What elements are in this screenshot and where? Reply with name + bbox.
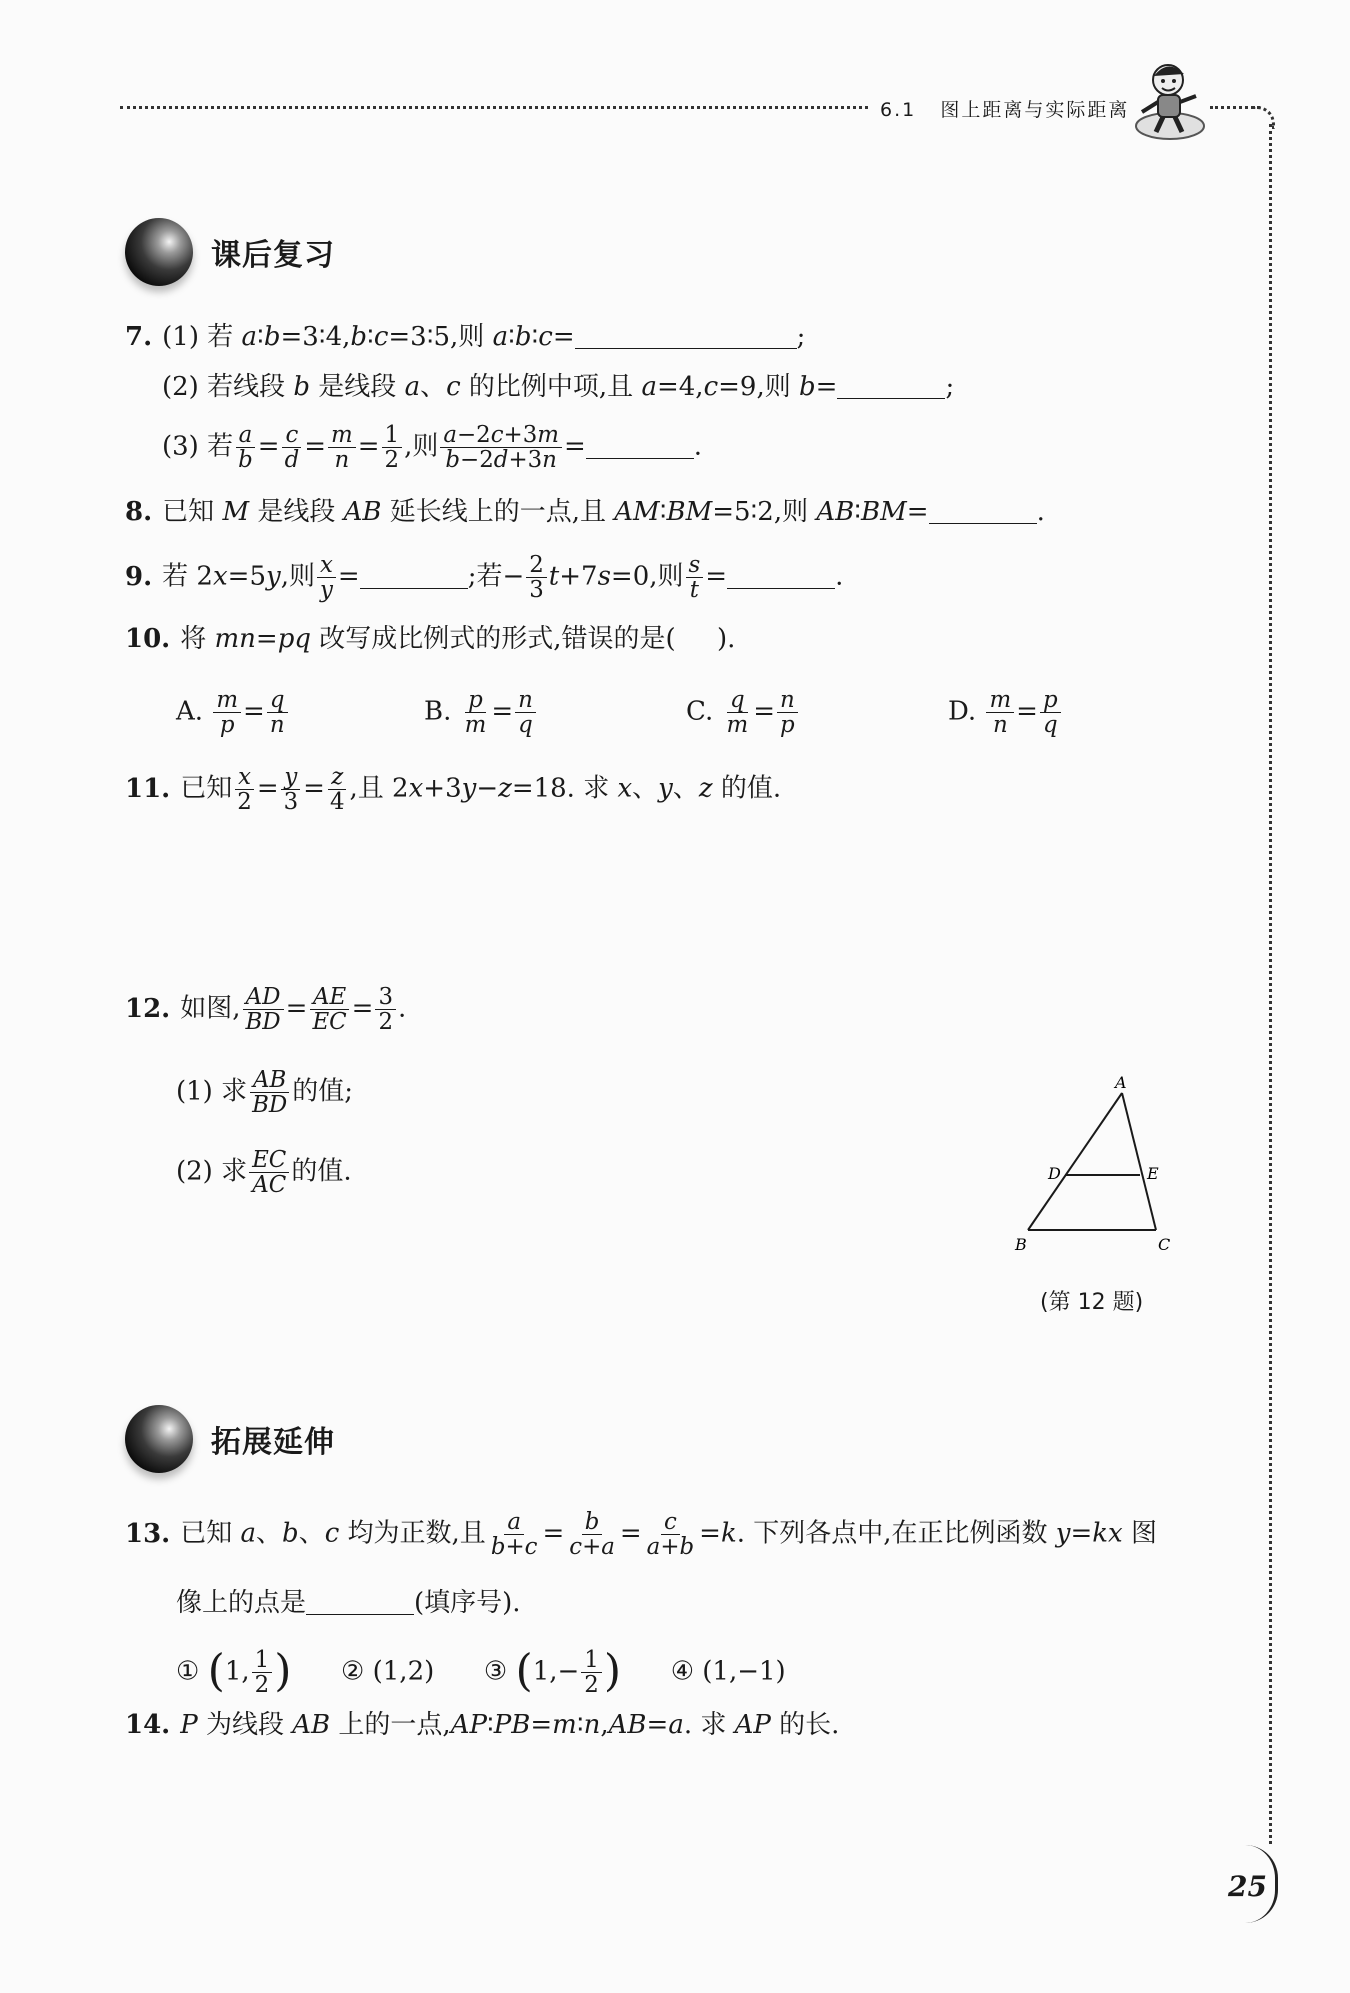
question-number: 8.	[125, 497, 153, 527]
question-13-options: ① (1, $\frac{1}{2}$ ) ② (1,2) ③ (1,− $\frac{1}{2}$ ) ④ (1,−1)	[176, 1645, 786, 1699]
question-9: 9. 若 2x=5y,则 $\frac{x}{y}$ = ;若− $\frac{2}{3}$ t+7s=0,则 $\frac{s}{t}$ = .	[125, 552, 844, 604]
answer-blank[interactable]	[575, 322, 797, 349]
question-7-part-1: 7. (1) 若 a∶b=3∶4,b∶c=3∶5,则 a∶b∶c= ;	[125, 322, 806, 352]
answer-blank[interactable]	[929, 497, 1037, 524]
figure-caption: (第 12 题)	[1040, 1290, 1144, 1315]
question-number: 14.	[125, 1710, 171, 1740]
label-b: B	[1015, 1235, 1027, 1254]
question-12-part-1: (1) 求 $\frac{AB}{BD}$ 的值;	[176, 1067, 354, 1119]
header-section	[880, 95, 1129, 122]
label-e: E	[1147, 1164, 1159, 1183]
answer-blank[interactable]	[360, 562, 468, 589]
option-d[interactable]: D. $\frac{m}{n}$ = $\frac{p}{q}$	[948, 688, 1063, 737]
option-b[interactable]: B. $\frac{p}{m}$ = $\frac{n}{q}$	[424, 688, 538, 737]
label-c: C	[1158, 1235, 1171, 1254]
question-8: 8. 已知 M 是线段 AB 延长线上的一点,且 AM∶BM=5∶2,则 AB∶BM= .	[125, 497, 1045, 527]
question-number: 13.	[125, 1518, 171, 1549]
question-12-part-2: (2) 求 $\frac{EC}{AC}$ 的值.	[176, 1147, 352, 1199]
option-c[interactable]: C. $\frac{q}{m}$ = $\frac{n}{p}$	[686, 688, 800, 737]
section-number: 6.1	[880, 99, 917, 121]
header-rule	[120, 106, 868, 109]
section-title: 图上距离与实际距离	[940, 99, 1130, 121]
label-d: D	[1048, 1164, 1061, 1183]
label-a: A	[1115, 1075, 1127, 1092]
globe-icon	[125, 1405, 193, 1473]
question-10: 10. 将 mn=pq 改写成比例式的形式,错误的是( ).	[125, 624, 736, 654]
question-number: 7.	[125, 322, 153, 352]
section-title-review: 课后复习	[211, 238, 335, 273]
question-number: 9.	[125, 561, 153, 592]
question-7-part-2: (2) 若线段 b 是线段 a、c 的比例中项,且 a=4,c=9,则 b= ;	[162, 372, 955, 402]
question-12: 12. 如图, $\frac{AD}{BD}$ = $\frac{AE}{EC}$ = $\frac{3}{2}$ .	[125, 984, 407, 1036]
section-title-extension: 拓展延伸	[211, 1425, 335, 1460]
question-13: 13. 已知 a、b、c 均为正数,且 $\frac{a}{b+c}$ = $\frac{b}{c+a}$ = $\frac{c}{a+b}$ =k. 下列各点中,在正比例函数 y=kx 图	[125, 1509, 1157, 1561]
option-a[interactable]: A. $\frac{m}{p}$ = $\frac{q}{n}$	[176, 688, 290, 737]
question-7-part-3: (3) 若 $\frac{a}{b}$ = $\frac{c}{d}$ = $\frac{m}{n}$ = $\frac{1}{2}$ ,则 $\frac{a-2c+3m}{b-2d+3n}$ = .	[162, 422, 703, 474]
page-number-bracket	[1245, 1845, 1278, 1923]
answer-blank[interactable]	[586, 432, 694, 459]
question-14: 14. P 为线段 AB 上的一点,AP∶PB=m∶n,AB=a. 求 AP 的长.	[125, 1710, 840, 1740]
side-ab	[1028, 1093, 1122, 1230]
page-number: 25	[1228, 1870, 1267, 1903]
question-number: 11.	[125, 773, 171, 804]
answer-blank[interactable]	[727, 562, 835, 589]
answer-blank[interactable]	[306, 1588, 414, 1615]
extension-section-heading	[125, 1405, 335, 1473]
question-number: 10.	[125, 624, 171, 654]
side-ac	[1122, 1093, 1156, 1230]
mascot-icon	[1130, 58, 1208, 148]
triangle-figure	[1010, 1075, 1180, 1255]
question-13-line-2: 像上的点是 (填序号).	[176, 1588, 521, 1618]
globe-icon	[125, 218, 193, 286]
side-rule	[1269, 124, 1272, 1844]
review-section-heading	[125, 218, 335, 286]
answer-blank[interactable]	[837, 372, 945, 399]
question-number: 12.	[125, 993, 171, 1024]
question-11: 11. 已知 $\frac{x}{2}$ = $\frac{y}{3}$ = $\frac{z}{4}$ ,且 2x+3y−z=18. 求 x、y、z 的值.	[125, 764, 782, 816]
